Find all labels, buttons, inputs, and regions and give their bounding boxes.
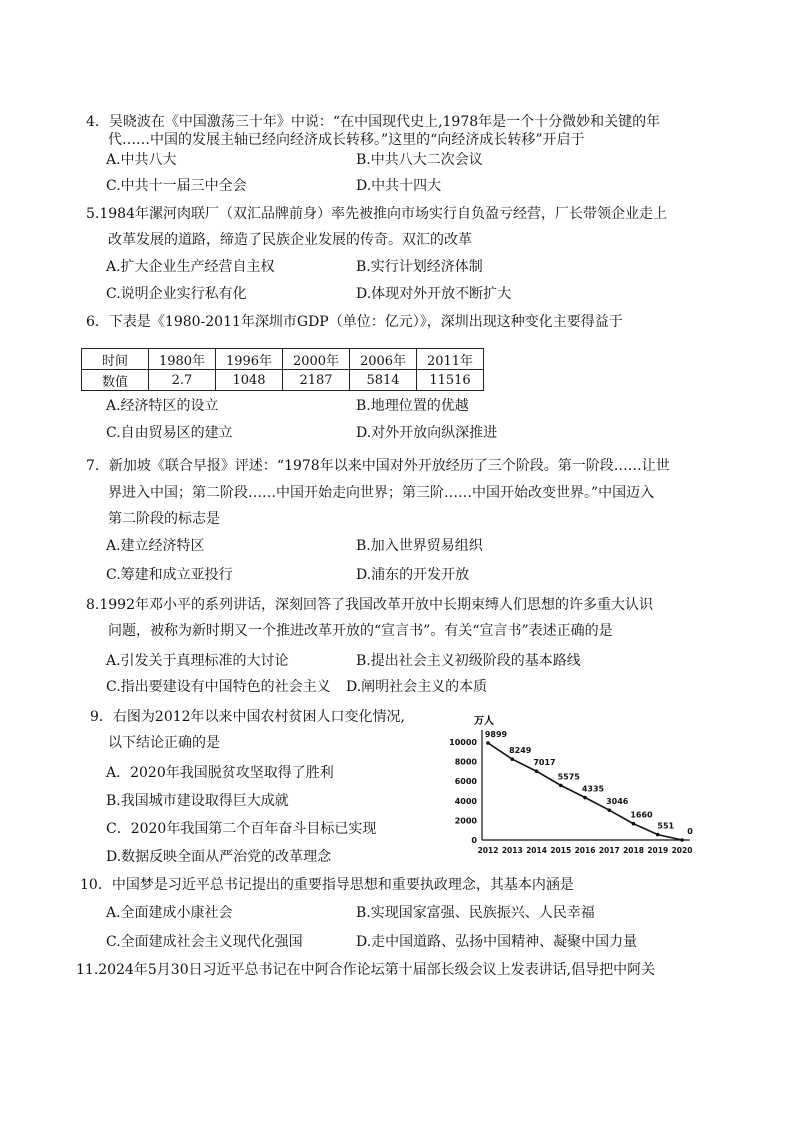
q4-option-a: A.中共八大 xyxy=(106,152,177,168)
q5-option-b: B.实行计划经济体制 xyxy=(356,259,483,275)
q7-stem-line3: 第二阶段的标志是 xyxy=(108,511,220,527)
poverty-line-chart xyxy=(440,712,700,862)
q9-option-a: A．2020年我国脱贫攻坚取得了胜利 xyxy=(106,765,334,781)
chart-data-point xyxy=(583,796,587,800)
q7-option-c: C.筹建和成立亚投行 xyxy=(106,567,233,583)
chart-x-tick-label: 2018 xyxy=(623,846,644,855)
table-cell: 数值 xyxy=(82,370,149,391)
q4-option-d: D.中共十四大 xyxy=(356,178,442,194)
table-cell: 5814 xyxy=(350,370,417,391)
q8-option-a: A.引发关于真理标准的大讨论 xyxy=(106,653,289,669)
q10-option-c: C.全面建成社会主义现代化强国 xyxy=(106,934,303,950)
q9-option-c: C．2020年我国第二个百年奋斗目标已实现 xyxy=(106,821,377,837)
chart-data-label: 9899 xyxy=(484,729,508,739)
q9-option-b: B.我国城市建设取得巨大成就 xyxy=(106,793,289,809)
q6-option-a: A.经济特区的设立 xyxy=(106,398,219,414)
q8-option-b: B.提出社会主义初级阶段的基本路线 xyxy=(356,653,581,669)
chart-data-point xyxy=(510,757,514,761)
chart-y-tick-label: 0 xyxy=(471,836,477,845)
gdp-table-row-value xyxy=(82,370,484,391)
q6-option-c: C.自由贸易区的建立 xyxy=(106,425,233,441)
chart-data-label: 551 xyxy=(657,821,675,831)
q4-stem-line2: 代……中国的发展主轴已经向经济成长转移。”这里的“向经济成长转移”开启于 xyxy=(108,132,585,148)
chart-x-tick-label: 2015 xyxy=(550,846,572,855)
chart-y-tick-label: 4000 xyxy=(454,796,477,806)
chart-data-label: 0 xyxy=(687,827,693,836)
q6-stem: 6．下表是《1980-2011年深圳市GDP（单位：亿元）》，深圳出现这种变化主要得益于 xyxy=(86,314,623,330)
table-cell: 2000年 xyxy=(283,349,350,370)
chart-y-tick-label: 2000 xyxy=(454,816,477,826)
q7-option-b: B.加入世界贸易组织 xyxy=(356,538,483,554)
gdp-table-row-year xyxy=(82,349,484,370)
chart-data-point xyxy=(680,838,684,842)
q7-option-d: D.浦东的开发开放 xyxy=(356,567,470,583)
q9-option-d: D.数据反映全面从严治党的改革理念 xyxy=(106,849,332,865)
chart-data-label: 7017 xyxy=(533,758,556,768)
chart-x-tick-label: 2012 xyxy=(477,846,499,855)
table-cell: 2006年 xyxy=(350,349,417,370)
chart-data-point xyxy=(607,808,611,812)
chart-data-label: 1660 xyxy=(630,810,653,820)
chart-x-tick-label: 2020 xyxy=(671,846,693,855)
chart-x-tick-label: 2019 xyxy=(647,846,669,855)
table-cell: 1996年 xyxy=(216,349,283,370)
chart-data-label: 5575 xyxy=(557,772,580,782)
gdp-table xyxy=(81,348,484,391)
chart-y-tick-label: 8000 xyxy=(454,757,477,767)
table-cell: 2.7 xyxy=(149,370,216,391)
q8-option-c: C.指出要建设有中国特色的社会主义 xyxy=(106,679,331,695)
q4-option-b: B.中共八大二次会议 xyxy=(356,152,483,168)
table-cell: 时间 xyxy=(82,349,149,370)
q7-option-a: A.建立经济特区 xyxy=(106,538,205,554)
chart-x-tick-label: 2017 xyxy=(598,846,620,855)
q10-option-b: B.实现国家富强、民族振兴、人民幸福 xyxy=(356,905,595,921)
chart-y-tick-label: 6000 xyxy=(454,777,477,787)
q10-stem: 10．中国梦是习近平总书记提出的重要指导思想和重要执政理念，其基本内涵是 xyxy=(80,877,574,893)
table-cell: 2011年 xyxy=(417,349,484,370)
table-cell: 11516 xyxy=(417,370,484,391)
q9-stem-line1: 9．右图为2012年以来中国农村贫困人口变化情况, xyxy=(90,709,405,725)
q4-stem-line1: 4．吴晓波在《中国激荡三十年》中说：“在中国现代史上,1978年是一个十分微妙和关键的年 xyxy=(86,114,661,130)
q9-stem-line2: 以下结论正确的是 xyxy=(108,735,220,751)
q11-stem: 11.2024年5月30日习近平总书记在中阿合作论坛第十届部长级会议上发表讲话,倡导把中阿关 xyxy=(76,962,656,978)
q5-stem-line2: 改革发展的道路，缔造了民族企业发展的传奇。双汇的改革 xyxy=(108,232,472,248)
chart-data-point xyxy=(656,833,660,837)
q5-stem-line1: 5.1984年漯河肉联厂（双汇品牌前身）率先被推向市场实行自负盈亏经营，厂长带领企业走上 xyxy=(86,206,667,222)
chart-data-point xyxy=(535,769,539,773)
q8-stem-line1: 8.1992年邓小平的系列讲话，深刻回答了我国改革开放中长期束缚人们思想的许多重大认识 xyxy=(86,597,653,613)
q6-option-b: B.地理位置的优越 xyxy=(356,398,469,414)
chart-data-point xyxy=(632,822,636,826)
chart-x-tick-label: 2013 xyxy=(501,846,523,855)
q6-option-d: D.对外开放向纵深推进 xyxy=(356,425,498,441)
chart-data-label: 8249 xyxy=(509,746,532,756)
q5-option-d: D.体现对外开放不断扩大 xyxy=(356,286,512,302)
chart-data-point xyxy=(486,741,490,745)
q7-stem-line1: 7．新加坡《联合早报》评述：“1978年以来中国对外开放经历了三个阶段。第一阶段……让世 xyxy=(86,458,670,474)
q5-option-a: A.扩大企业生产经营自主权 xyxy=(106,259,275,275)
q10-option-a: A.全面建成小康社会 xyxy=(106,905,233,921)
q8-option-d: D.阐明社会主义的本质 xyxy=(346,679,488,695)
q5-option-c: C.说明企业实行私有化 xyxy=(106,286,247,302)
chart-data-label: 3046 xyxy=(606,797,629,807)
chart-y-tick-label: 10000 xyxy=(449,738,477,747)
table-cell: 2187 xyxy=(283,370,350,391)
table-cell: 1980年 xyxy=(149,349,216,370)
q4-option-c: C.中共十一届三中全会 xyxy=(106,178,247,194)
chart-ylabel: 万人 xyxy=(474,716,494,727)
q10-option-d: D.走中国道路、弘扬中国精神、凝聚中国力量 xyxy=(356,934,638,950)
chart-x-tick-label: 2016 xyxy=(574,846,596,855)
q7-stem-line2: 界进入中国；第二阶段……中国开始走向世界；第三阶……中国开始改变世界。”中国迈入 xyxy=(108,485,655,501)
chart-x-tick-label: 2014 xyxy=(526,846,547,855)
chart-data-label: 4335 xyxy=(581,784,605,794)
q8-stem-line2: 问题，被称为新时期又一个推进改革开放的“宣言书”。有关“宣言书”表述正确的是 xyxy=(108,623,613,639)
table-cell: 1048 xyxy=(216,370,283,391)
chart-data-point xyxy=(559,784,563,788)
